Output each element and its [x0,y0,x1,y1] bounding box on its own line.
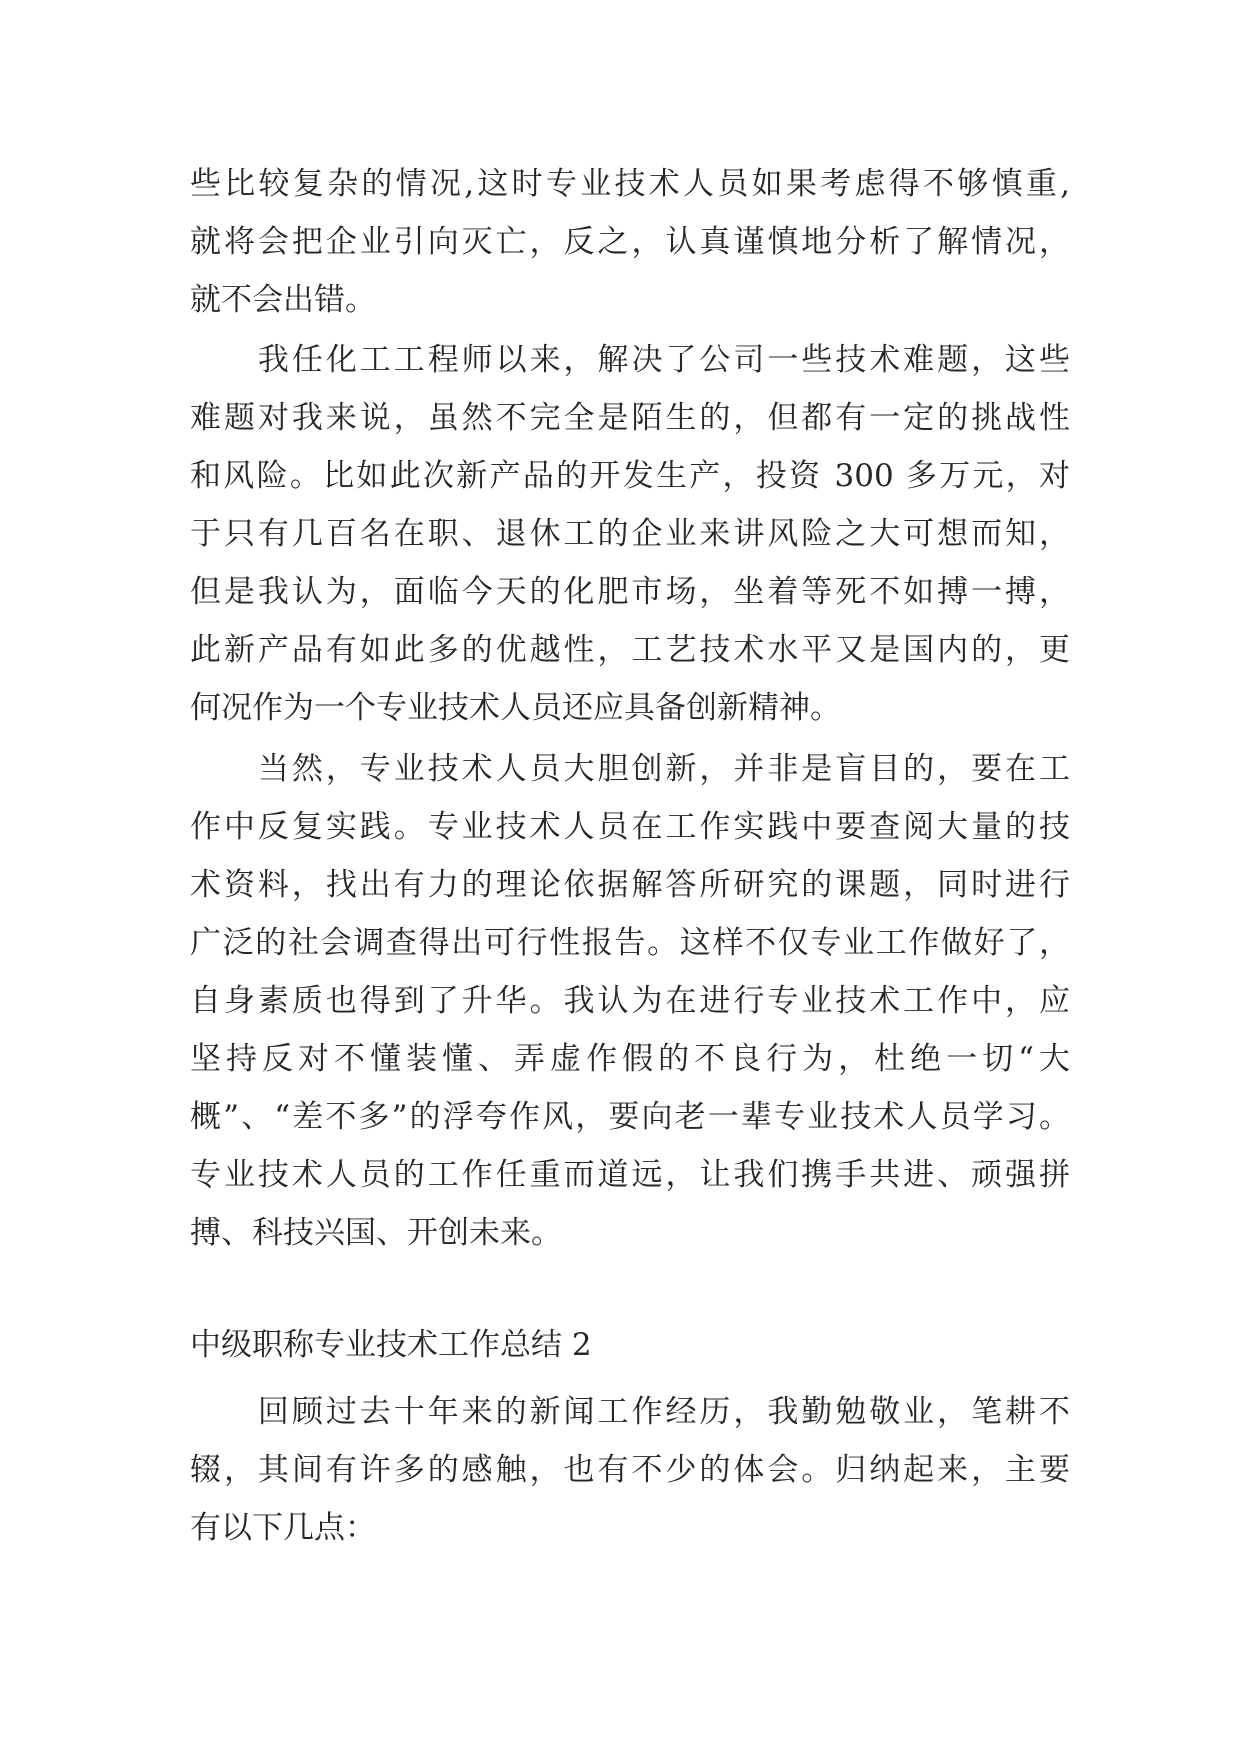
paragraph-line: 作中反复实践。专业技术人员在工作实践中要查阅大量的技 [190,809,1070,845]
paragraph-line: 我任化工工程师以来，解决了公司一些技术难题，这些 [190,342,1070,378]
paragraph-line: 些比较复杂的情况,这时专业技术人员如果考虑得不够慎重, [190,166,1070,202]
paragraph-line: 和风险。比如此次新产品的开发生产，投资 300 多万元，对 [190,458,1070,494]
paragraph-line: 有以下几点： [190,1510,376,1546]
paragraph-line: 搏、科技兴国、开创未来。 [190,1215,562,1251]
paragraph-line: 广泛的社会调查得出可行性报告。这样不仅专业工作做好了， [190,925,1070,961]
paragraph-line: 于只有几百名在职、退休工的企业来讲风险之大可想而知， [190,516,1070,552]
paragraph-line: 难题对我来说，虽然不完全是陌生的，但都有一定的挑战性 [190,400,1070,436]
section-heading: 中级职称专业技术工作总结 2 [190,1327,592,1363]
paragraph-3 [190,740,1070,1262]
paragraph-line: 何况作为一个专业技术人员还应具备创新精神。 [190,690,841,726]
paragraph-1 [190,155,1070,329]
paragraph-line: 就将会把企业引向灭亡，反之，认真谨慎地分析了解情况， [190,224,1070,260]
paragraph-line: 回顾过去十年来的新闻工作经历，我勤勉敬业，笔耕不 [190,1394,1070,1430]
paragraph-line: 当然，专业技术人员大胆创新，并非是盲目的，要在工 [190,751,1070,787]
paragraph-line: 辍，其间有许多的感触，也有不少的体会。归纳起来，主要 [190,1452,1070,1488]
paragraph-line: 自身素质也得到了升华。我认为在进行专业技术工作中，应 [190,983,1070,1019]
paragraph-line: 但是我认为，面临今天的化肥市场，坐着等死不如搏一搏， [190,574,1070,610]
paragraph-line: 术资料，找出有力的理论依据解答所研究的课题，同时进行 [190,867,1070,903]
paragraph-4 [190,1383,1070,1557]
paragraph-line: 就不会出错。 [190,282,376,318]
paragraph-line: 专业技术人员的工作任重而道远，让我们携手共进、顽强拼 [190,1157,1070,1193]
paragraph-2 [190,331,1070,737]
paragraph-line: 坚持反对不懂装懂、弄虚作假的不良行为，杜绝一切“大 [190,1041,1070,1077]
paragraph-line: 概”、“差不多”的浮夸作风，要向老一辈专业技术人员学习。 [190,1099,1070,1135]
paragraph-line: 此新产品有如此多的优越性，工艺技术水平又是国内的，更 [190,632,1070,668]
